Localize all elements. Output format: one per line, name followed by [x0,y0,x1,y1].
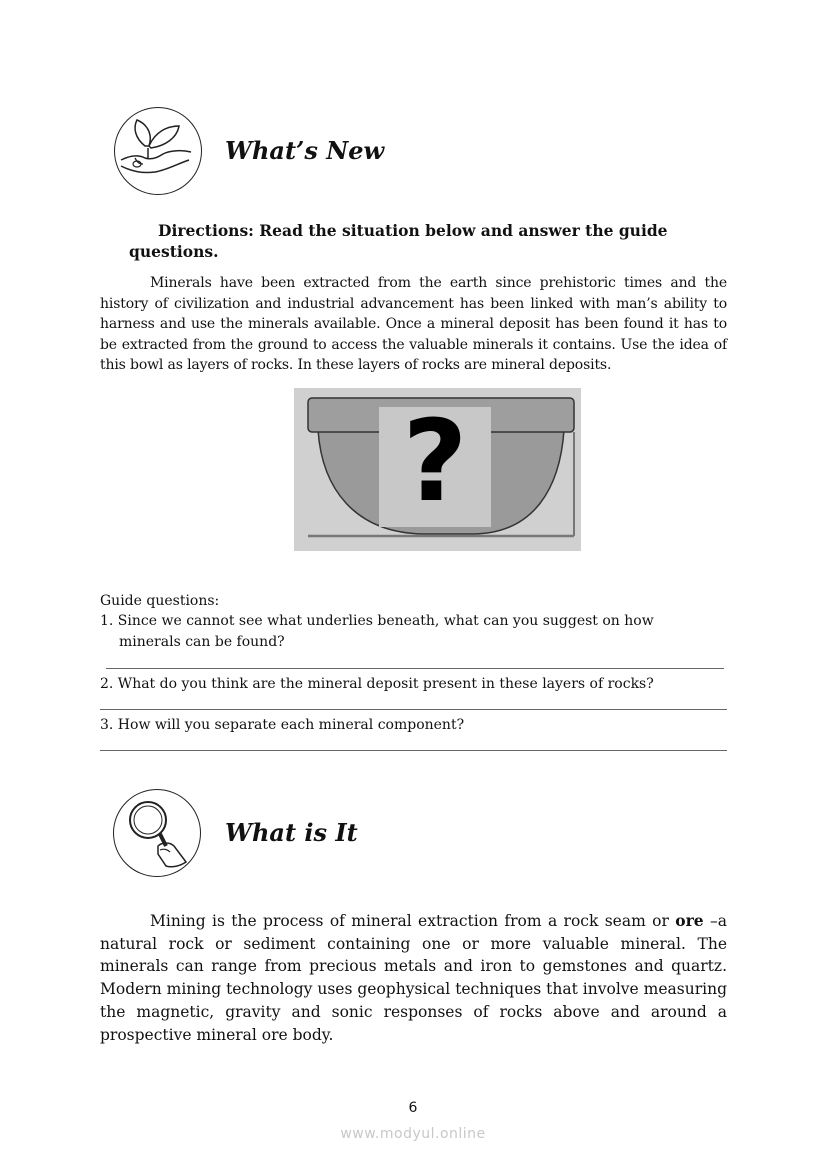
directions: Directions: Read the situation below and answer the guide questions. [129,221,668,261]
magnifying-glass-icon [113,789,201,877]
question-3: 3. How will you separate each mineral component? [100,717,465,733]
page-number: 6 [408,1100,418,1116]
ore-term: ore [675,911,704,930]
answer-line-2[interactable] [100,709,727,710]
intro-paragraph: Minerals have been extracted from the earth since prehistoric times and the history of civilization and industrial advancement has been linked with man’s ability to harness and use the minerals available. Once a mineral deposit has been found it has to be extracted from the ground to access the valuable minerals it contains. Use the idea of this bowl as layers of rocks. In these layers of rocks are mineral deposits. [100,275,727,374]
answer-line-1[interactable] [106,668,724,669]
mining-paragraph: Mining is the process of mineral extraction from a rock seam or ore –a natural rock or sediment containing one or more valuable mineral. The minerals can range from precious metals and iron to gemstones and quartz. Modern mining technology uses geophysical techniques that involve measuring the magnetic, gravity and sonic responses of rocks above and around a prospective mineral ore body. [100,911,727,1044]
plant-in-hands-icon [114,107,202,195]
question-mark-glyph: ? [402,397,468,527]
question-2: 2. What do you think are the mineral deposit present in these layers of rocks? [100,676,654,692]
question-1: 1. Since we cannot see what underlies beneath, what can you suggest on how minerals can be found? [100,613,654,650]
answer-line-3[interactable] [100,750,727,751]
watermark: www.modyul.online [340,1126,486,1142]
whats-new-title: What’s New [225,136,385,165]
bowl-question-image [294,388,581,551]
guide-heading: Guide questions: [100,593,220,609]
what-is-it-title: What is It [225,818,358,847]
